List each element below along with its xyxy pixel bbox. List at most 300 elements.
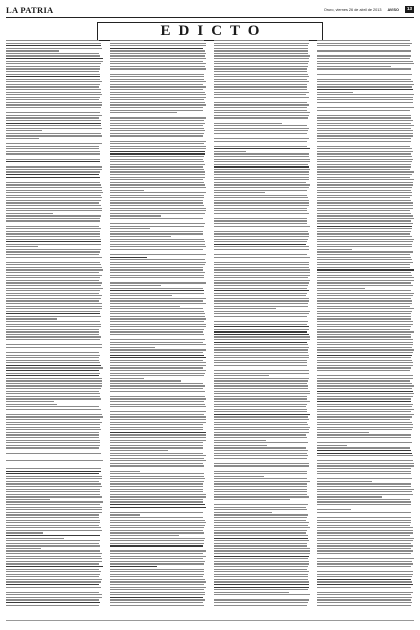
text-line [317,342,413,343]
text-line [214,267,310,268]
text-line [214,226,310,227]
text-line [6,460,103,461]
text-line [214,164,308,165]
text-line [110,592,205,593]
text-line [317,427,412,428]
text-line [110,579,205,580]
text-line [110,161,204,162]
text-line [6,378,102,379]
text-line [110,71,207,72]
text-line [317,440,414,441]
text-line [214,450,308,451]
text-line [6,226,99,227]
text-line [317,125,413,126]
text-line [317,517,411,518]
text-line [110,290,204,291]
text-line [317,548,411,549]
text-line [110,424,203,425]
text-line [110,414,204,415]
text-line [110,473,204,474]
text-line [214,74,309,75]
text-line [317,501,410,502]
text-line [317,161,412,162]
text-line [110,409,207,410]
text-line [214,507,307,508]
text-line [214,233,309,234]
text-line [317,68,410,69]
text-line [110,422,206,423]
text-line [6,86,99,87]
text-line [214,280,310,281]
text-line [317,143,414,144]
text-line [317,478,412,479]
text-line [317,556,414,557]
text-line [317,357,411,358]
text-line [110,81,206,82]
text-line [214,259,311,260]
text-line [6,404,57,405]
text-line [214,440,267,441]
text-line [6,280,99,281]
text-line [6,489,100,490]
text-line [214,190,308,191]
text-line [214,321,308,322]
text-line [214,313,309,314]
text-line [110,308,203,309]
text-line [6,143,102,144]
text-line [317,53,414,54]
text-line [6,43,101,44]
text-line [110,146,207,147]
text-line [214,550,311,551]
text-line [6,74,100,75]
text-line [214,61,309,62]
text-line [110,406,206,407]
text-line [317,463,414,464]
text-line [6,434,99,435]
text-line [317,184,413,185]
text-line [6,161,100,162]
text-line [214,246,310,247]
text-line [110,587,206,588]
text-line [110,584,205,585]
text-line [110,460,206,461]
text-line [110,393,207,394]
text-line [317,520,411,521]
text-line [214,241,307,242]
text-line [110,388,204,389]
text-line [317,99,413,100]
text-line [6,257,102,258]
text-line [317,450,410,451]
text-line [317,40,410,41]
text-line [6,375,99,376]
text-line [6,239,101,240]
text-line [6,164,103,165]
text-line [110,272,205,273]
text-line [317,409,413,410]
text-line [317,597,411,598]
text-line [317,48,414,49]
text-line [214,455,309,456]
text-line [214,141,307,142]
text-line [317,223,413,224]
text-line [214,318,311,319]
text-line [214,120,311,121]
text-columns [6,40,414,618]
text-line [6,99,99,100]
text-line [6,177,100,178]
text-line [110,543,204,544]
text-line [214,272,310,273]
text-line [6,79,100,80]
text-line [214,373,310,374]
text-line [6,501,103,502]
text-line [317,352,413,353]
text-line [6,393,100,394]
text-line [214,177,310,178]
text-line [214,184,310,185]
text-line [214,68,308,69]
text-line [317,130,413,131]
text-line [317,458,414,459]
text-column-2 [110,40,207,618]
text-line [214,540,310,541]
text-line [6,507,102,508]
text-line [317,117,411,118]
text-line [110,440,206,441]
text-line [317,365,412,366]
text-line [110,236,171,237]
text-line [6,587,101,588]
text-line [317,251,413,252]
text-line [6,208,102,209]
text-line [110,509,207,510]
text-line [110,463,203,464]
text-line [317,532,413,533]
text-line [110,404,205,405]
text-line [214,463,310,464]
text-line [214,86,307,87]
text-line [110,481,204,482]
text-line [6,76,100,77]
text-line [110,535,179,536]
text-line [6,102,102,103]
text-line [317,236,412,237]
text-line [110,228,150,229]
text-line [110,40,204,41]
text-line [110,99,204,100]
text-line [6,200,101,201]
text-line [317,424,413,425]
text-line [214,251,311,252]
text-line [6,455,103,456]
text-line [317,177,410,178]
text-line [317,522,411,523]
text-line [6,442,100,443]
text-line [110,92,206,93]
text-line [110,45,207,46]
text-line [110,362,206,363]
text-line [6,123,101,124]
text-line [110,517,203,518]
text-line [6,373,100,374]
text-line [214,494,307,495]
text-line [6,571,101,572]
text-line [214,89,308,90]
text-line [214,334,310,335]
text-line [317,282,410,283]
text-line [110,293,204,294]
text-line [317,605,411,606]
text-line [214,486,307,487]
text-line [110,522,206,523]
text-line [6,293,99,294]
text-line [317,545,412,546]
text-line [214,432,310,433]
text-line [110,277,204,278]
text-line [214,213,309,214]
text-line [317,445,346,446]
text-line [317,432,369,433]
text-line [317,525,410,526]
text-line [214,200,310,201]
text-line [110,223,205,224]
text-line [317,422,411,423]
text-line [110,494,207,495]
text-line [110,553,203,554]
text-line [317,331,413,332]
text-line [6,146,99,147]
text-line [317,280,414,281]
text-line [6,419,100,420]
text-line [6,174,99,175]
text-line [6,141,103,142]
text-line [110,532,205,533]
text-line [6,486,102,487]
text-line [6,269,103,270]
text-line [214,306,308,307]
text-line [214,339,310,340]
text-line [214,342,308,343]
text-line [214,416,308,417]
text-line [6,450,103,451]
text-line [214,558,308,559]
text-line [6,483,101,484]
text-line [214,548,310,549]
text-line [6,538,64,539]
text-line [110,218,203,219]
text-line [6,81,102,82]
text-line [317,471,410,472]
text-line [214,311,311,312]
text-line [6,509,102,510]
text-line [214,398,307,399]
text-line [214,509,308,510]
text-line [214,483,307,484]
text-line [214,218,307,219]
text-line [317,455,412,456]
text-line [214,66,309,67]
text-line [6,543,99,544]
text-line [214,195,307,196]
text-line [6,135,102,136]
text-line [110,125,203,126]
text-line [110,205,205,206]
text-line [317,563,413,564]
text-line [214,239,309,240]
text-line [6,112,100,113]
text-line [317,599,411,600]
text-line [214,228,311,229]
text-line [6,300,99,301]
text-line [317,514,414,515]
text-line [317,496,382,497]
text-line [317,391,412,392]
text-line [214,545,307,546]
text-line [6,128,102,129]
text-line [214,569,308,570]
text-line [214,574,308,575]
text-line [6,220,100,221]
text-line [110,43,206,44]
text-line [6,63,101,64]
text-line [6,553,102,554]
text-line [6,336,101,337]
text-line [214,587,310,588]
text-line [110,177,205,178]
text-line [110,478,205,479]
text-line [6,599,99,600]
text-line [317,120,413,121]
text-line [6,396,100,397]
text-line [317,388,412,389]
text-line [110,349,207,350]
text-line [214,295,307,296]
text-line [110,53,206,54]
text-line [317,535,410,536]
text-line [214,556,310,557]
text-line [214,169,310,170]
text-line [214,275,310,276]
text-line [214,55,311,56]
text-line [6,391,99,392]
text-line [317,192,411,193]
text-line [6,92,101,93]
text-line [214,192,265,193]
text-line [317,156,412,157]
text-line [6,401,54,402]
text-line [317,210,410,211]
text-line [317,483,411,484]
text-line [6,233,100,234]
text-line [6,205,101,206]
text-line [110,550,206,551]
text-line [317,329,410,330]
text-line [110,316,205,317]
text-line [317,89,413,90]
text-line [214,138,310,139]
text-line [214,584,309,585]
text-line [6,53,99,54]
text-line [110,391,205,392]
text-line [110,339,205,340]
text-line [6,605,99,606]
text-line [214,520,307,521]
text-line [317,592,413,593]
text-line [214,63,309,64]
text-line [317,84,414,85]
text-line [110,311,204,312]
text-line [214,115,310,116]
text-line [214,92,310,93]
text-line [214,161,311,162]
text-line [110,453,203,454]
text-line [214,45,308,46]
text-line [110,184,206,185]
text-line [6,272,99,273]
text-line [317,326,410,327]
text-line [6,329,99,330]
text-line [6,512,102,513]
text-line [317,171,414,172]
text-line [110,378,144,379]
text-line [110,89,204,90]
text-line [214,215,311,216]
text-line [110,465,204,466]
text-line [317,55,411,56]
text-line [6,409,101,410]
text-line [6,298,101,299]
text-line [317,269,414,270]
text-line [214,504,308,505]
text-line [214,288,308,289]
text-line [317,434,411,435]
text-line [6,228,101,229]
text-line [110,504,205,505]
text-line [214,396,308,397]
text-line [110,594,205,595]
text-line [110,432,207,433]
page-number: 13 [406,6,412,12]
text-line [110,120,204,121]
text-line [214,411,307,412]
text-line [110,97,206,98]
text-line [317,414,413,415]
text-line [6,254,99,255]
text-line [214,303,309,304]
text-column-1 [6,40,103,618]
text-line [6,445,100,446]
text-line [317,202,413,203]
text-line [6,432,99,433]
text-line [317,460,413,461]
text-line [110,447,203,448]
text-line [214,563,309,564]
text-line [317,370,410,371]
text-line [214,357,310,358]
text-line [317,228,412,229]
text-line [214,491,307,492]
text-line [214,370,309,371]
text-line [214,112,310,113]
text-line [317,543,411,544]
text-line [110,347,155,348]
text-line [6,437,99,438]
text-line [317,324,413,325]
text-line [110,303,207,304]
text-line [110,135,203,136]
